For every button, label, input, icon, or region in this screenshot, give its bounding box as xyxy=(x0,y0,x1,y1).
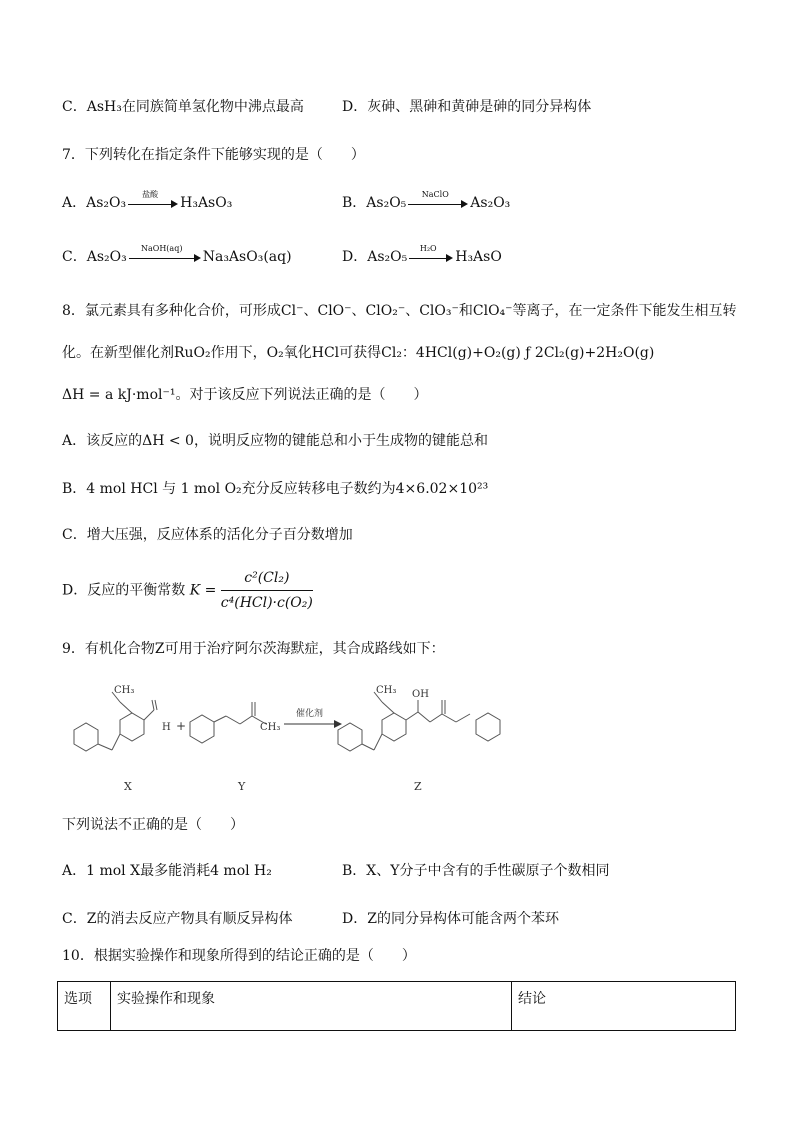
q7-option-c xyxy=(62,244,292,267)
product: As₂O₃ xyxy=(470,195,511,211)
scheme-arrow-head xyxy=(334,720,342,728)
reaction-condition: 盐酸 xyxy=(142,190,159,199)
reactant: As₂O₃ xyxy=(86,249,127,265)
q8-option-c: C．增大压强，反应体系的活化分子百分数增加 xyxy=(62,527,353,543)
header-operation: 实验操作和现象 xyxy=(111,982,512,1031)
q9-question: 下列说法不正确的是（ ） xyxy=(62,817,244,833)
reactant: As₂O₃ xyxy=(86,195,127,211)
reaction-condition: NaOH(aq) xyxy=(141,244,183,253)
q8-stem-line1: 8．氯元素具有多种化合价，可形成Cl⁻、ClO⁻、ClO₂⁻、ClO₃⁻和ClO₄⁻等离子，在一定条件下能发生相互转 xyxy=(62,303,737,319)
q7-stem: 7．下列转化在指定条件下能够实现的是（ ） xyxy=(62,147,365,163)
option-label: D．反应的平衡常数 xyxy=(62,582,186,599)
q9-option-b: B．X、Y分子中含有的手性碳原子个数相同 xyxy=(342,863,610,879)
table-header-row xyxy=(58,982,736,1031)
q8-option-a: A．该反应的ΔH < 0，说明反应物的键能总和小于生成物的键能总和 xyxy=(62,433,488,449)
q6-option-c: C．AsH₃在同族简单氢化物中沸点最高 xyxy=(62,99,304,115)
catalyst-label: 催化剂 xyxy=(296,709,324,719)
reactant: As₂O₅ xyxy=(367,249,408,265)
aldehyde-h-label: H xyxy=(162,722,171,733)
z-methoxy-label: CH₃ xyxy=(376,685,397,696)
header-conclusion: 结论 xyxy=(512,982,736,1031)
reactant: As₂O₅ xyxy=(366,195,407,211)
molecule-y xyxy=(190,702,266,743)
equilibrium-constant-symbol: K = xyxy=(189,582,217,599)
q10-table xyxy=(57,981,736,1031)
fraction-denominator: c⁴(HCl)·c(O₂) xyxy=(220,595,313,611)
compound-x-label: X xyxy=(124,780,132,793)
option-label: C． xyxy=(62,249,87,265)
synthesis-scheme-drawing xyxy=(62,680,522,798)
q7-option-d xyxy=(342,244,502,267)
fraction-numerator: c²(Cl₂) xyxy=(221,568,313,591)
reaction-condition: NaClO xyxy=(421,190,449,199)
option-label: D． xyxy=(342,249,368,265)
product: H₃AsO xyxy=(455,249,502,265)
q7-option-a xyxy=(62,190,233,213)
q9-option-a: A．1 mol X最多能消耗4 mol H₂ xyxy=(62,863,272,879)
compound-z-label: Z xyxy=(414,780,422,793)
q9-option-c: C．Z的消去反应产物具有顺反异构体 xyxy=(62,911,293,927)
q6-option-d: D．灰砷、黑砷和黄砷是砷的同分异构体 xyxy=(342,99,592,115)
q9-stem: 9．有机化合物Z可用于治疗阿尔茨海默症，其合成路线如下： xyxy=(62,641,445,657)
molecule-z xyxy=(338,692,500,751)
q8-stem-line2: 化。在新型催化剂RuO₂作用下，O₂氧化HCl可获得Cl₂：4HCl(g)+O₂(g) ƒ 2Cl₂(g)+2H₂O(g) xyxy=(62,345,655,361)
q7-option-b xyxy=(342,190,511,213)
methoxy-label: CH₃ xyxy=(114,685,135,696)
product: H₃AsO₃ xyxy=(180,195,233,211)
reaction-arrow xyxy=(128,190,178,210)
equilibrium-fraction xyxy=(221,568,313,613)
q10-stem: 10．根据实验操作和现象所得到的结论正确的是（ ） xyxy=(62,948,416,964)
molecule-x xyxy=(74,692,157,751)
compound-y-label: Y xyxy=(238,780,246,793)
option-label: A． xyxy=(62,195,87,211)
plus-sign: + xyxy=(176,719,187,733)
hydroxyl-label: OH xyxy=(412,689,429,700)
methyl-label: CH₃ xyxy=(260,722,281,733)
header-option: 选项 xyxy=(58,982,111,1031)
option-label: B． xyxy=(342,195,367,211)
reaction-arrow xyxy=(408,190,468,210)
q8-option-d xyxy=(62,568,313,613)
synthesis-scheme xyxy=(62,680,522,798)
reaction-arrow xyxy=(129,244,201,264)
reaction-condition: H₂O xyxy=(419,244,437,253)
product: Na₃AsO₃(aq) xyxy=(202,249,292,265)
q8-option-b: B．4 mol HCl 与 1 mol O₂充分反应转移电子数约为4×6.02×10²³ xyxy=(62,481,489,497)
q8-stem-line3: ΔH = a kJ·mol⁻¹。对于该反应下列说法正确的是（ ） xyxy=(62,387,428,403)
reaction-arrow xyxy=(409,244,453,264)
q9-option-d: D．Z的同分异构体可能含两个苯环 xyxy=(342,911,559,927)
